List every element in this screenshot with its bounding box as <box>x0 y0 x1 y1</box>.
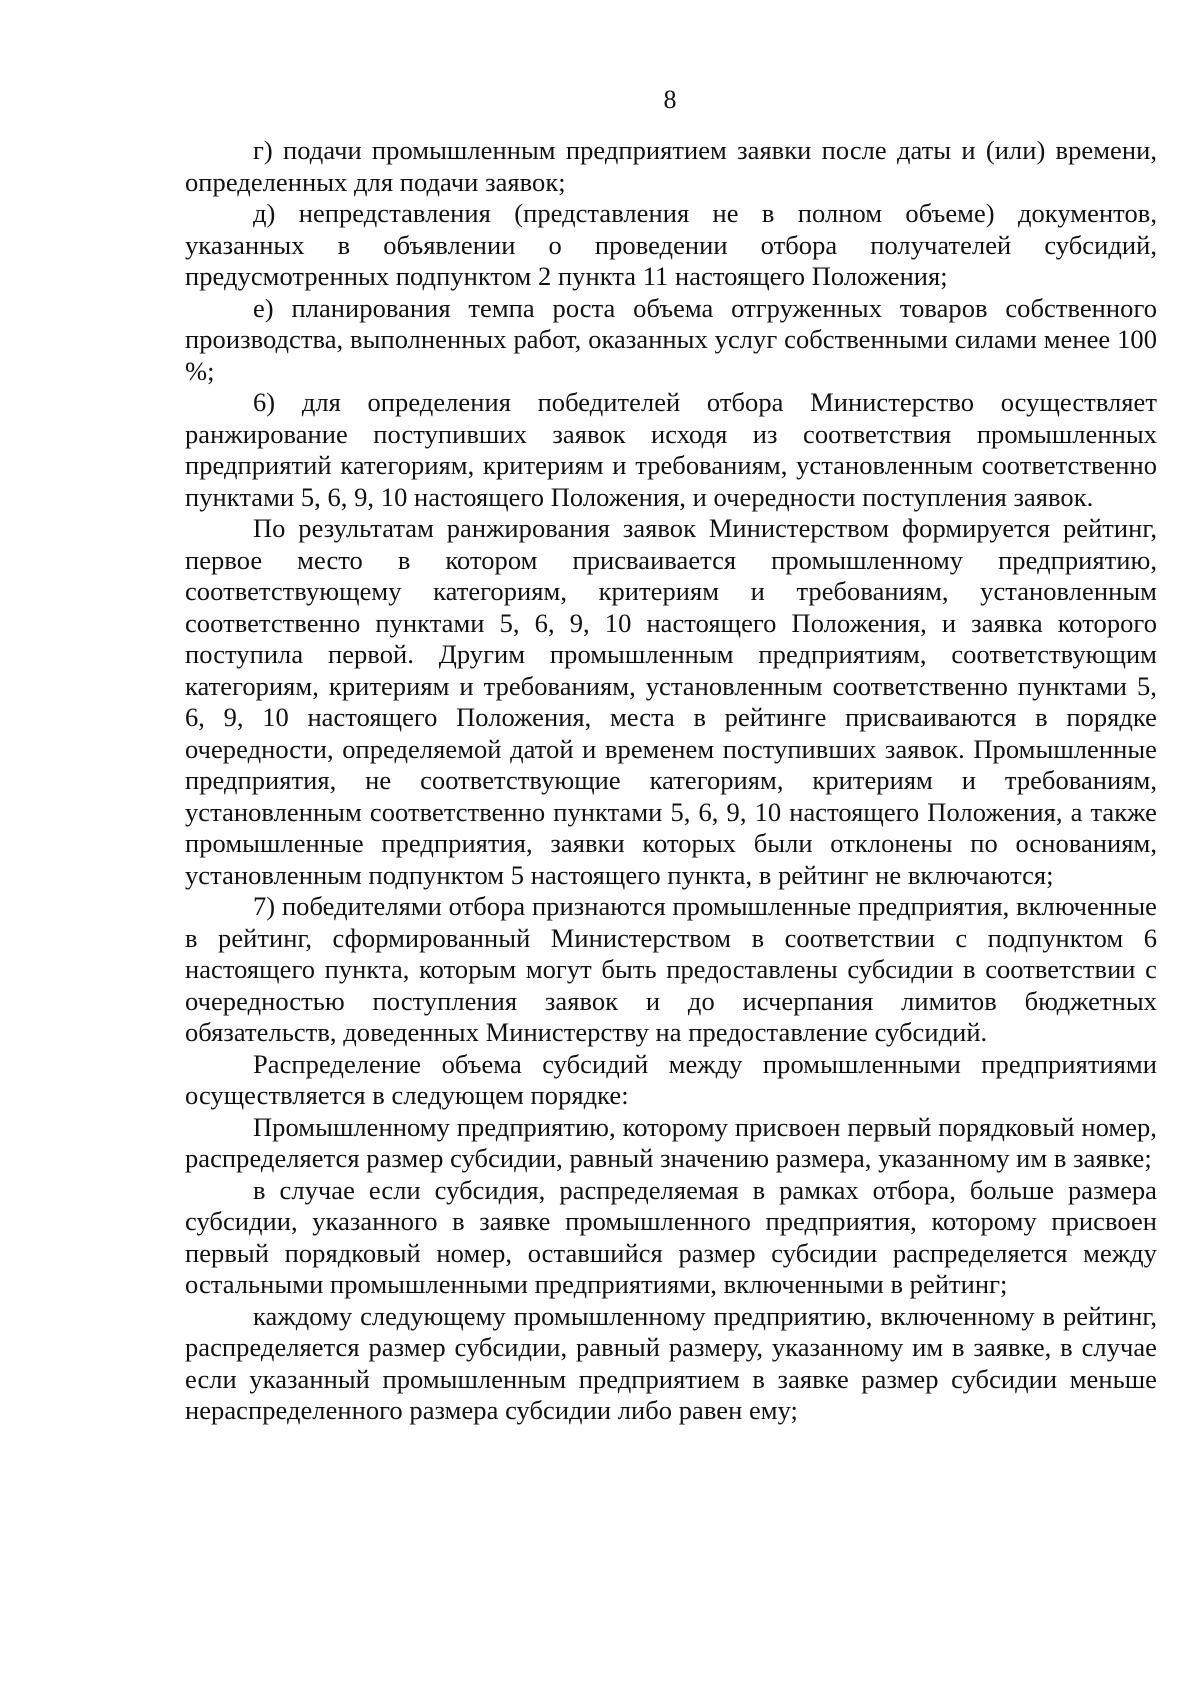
paragraph-distribution-order: Распределение объема субсидий между промышленными предприятиями осуществляется в следующем порядке: <box>185 1048 1157 1110</box>
paragraph-remaining-subsidy: в случае если субсидия, распределяемая в рамках отбора, больше размера субсидии, указанного в заявке промышленного предприятия, которому присвоен первый порядковый номер, оставшийся размер субсидии распределяется между остальными промышленными предприятиями, включенными в рейтинг; <box>185 1174 1157 1299</box>
paragraph-ranking-results: По результатам ранжирования заявок Министерством формируется рейтинг, первое место в котором присваивается промышленному предприятию, соответствующему категориям, критериям и требованиям, установленным соответственно пунктами 5, 6, 9, 10 настоящего Положения, и заявка которого поступила первой. Другим промышленным предприятиям, соответствующим категориям, критериям и требованиям, установленным соответственно пунктами 5, 6, 9, 10 настоящего Положения, места в рейтинге присваиваются в порядке очередности, определяемой датой и временем поступивших заявок. Промышленные предприятия, не соответствующие категориям, критериям и требованиям, установленным соответственно пунктами 5, 6, 9, 10 настоящего Положения, а также промышленные предприятия, заявки которых были отклонены по основаниям, установленным подпунктом 5 настоящего пункта, в рейтинг не включаются; <box>185 513 1157 890</box>
paragraph-subpoint-6: 6) для определения победителей отбора Министерство осуществляет ранжирование поступивших заявок исходя из соответствия промышленных предприятий категориям, критериям и требованиям, установленным соответственно пунктами 5, 6, 9, 10 настоящего Положения, и очередности поступления заявок. <box>185 387 1157 512</box>
page-number: 8 <box>663 85 677 114</box>
paragraph-first-enterprise: Промышленному предприятию, которому присвоен первый порядковый номер, распределяется размер субсидии, равный значению размера, указанному им в заявке; <box>185 1111 1157 1173</box>
paragraph-item-e: е) планирования темпа роста объема отгруженных товаров собственного производства, выполненных работ, оказанных услуг собственными силами менее 100 %; <box>185 292 1157 386</box>
paragraph-subpoint-7: 7) победителями отбора признаются промышленные предприятия, включенные в рейтинг, сформированный Министерством в соответствии с подпунктом 6 настоящего пункта, которым могут быть предоставлены субсидии в соответствии с очередностью поступления заявок и до исчерпания лимитов бюджетных обязательств, доведенных Министерству на предоставление субсидий. <box>185 891 1157 1047</box>
document-body <box>185 135 1157 1427</box>
paragraph-next-enterprise: каждому следующему промышленному предприятию, включенному в рейтинг, распределяется размер субсидии, равный размеру, указанному им в заявке, в случае если указанный промышленным предприятием в заявке размер субсидии меньше нераспределенного размера субсидии либо равен ему; <box>185 1300 1157 1425</box>
paragraph-item-g: г) подачи промышленным предприятием заявки после даты и (или) времени, определенных для подачи заявок; <box>185 135 1157 197</box>
paragraph-item-d: д) непредставления (представления не в полном объеме) документов, указанных в объявлении о проведении отбора получателей субсидий, предусмотренных подпунктом 2 пункта 11 настоящего Положения; <box>185 198 1157 291</box>
